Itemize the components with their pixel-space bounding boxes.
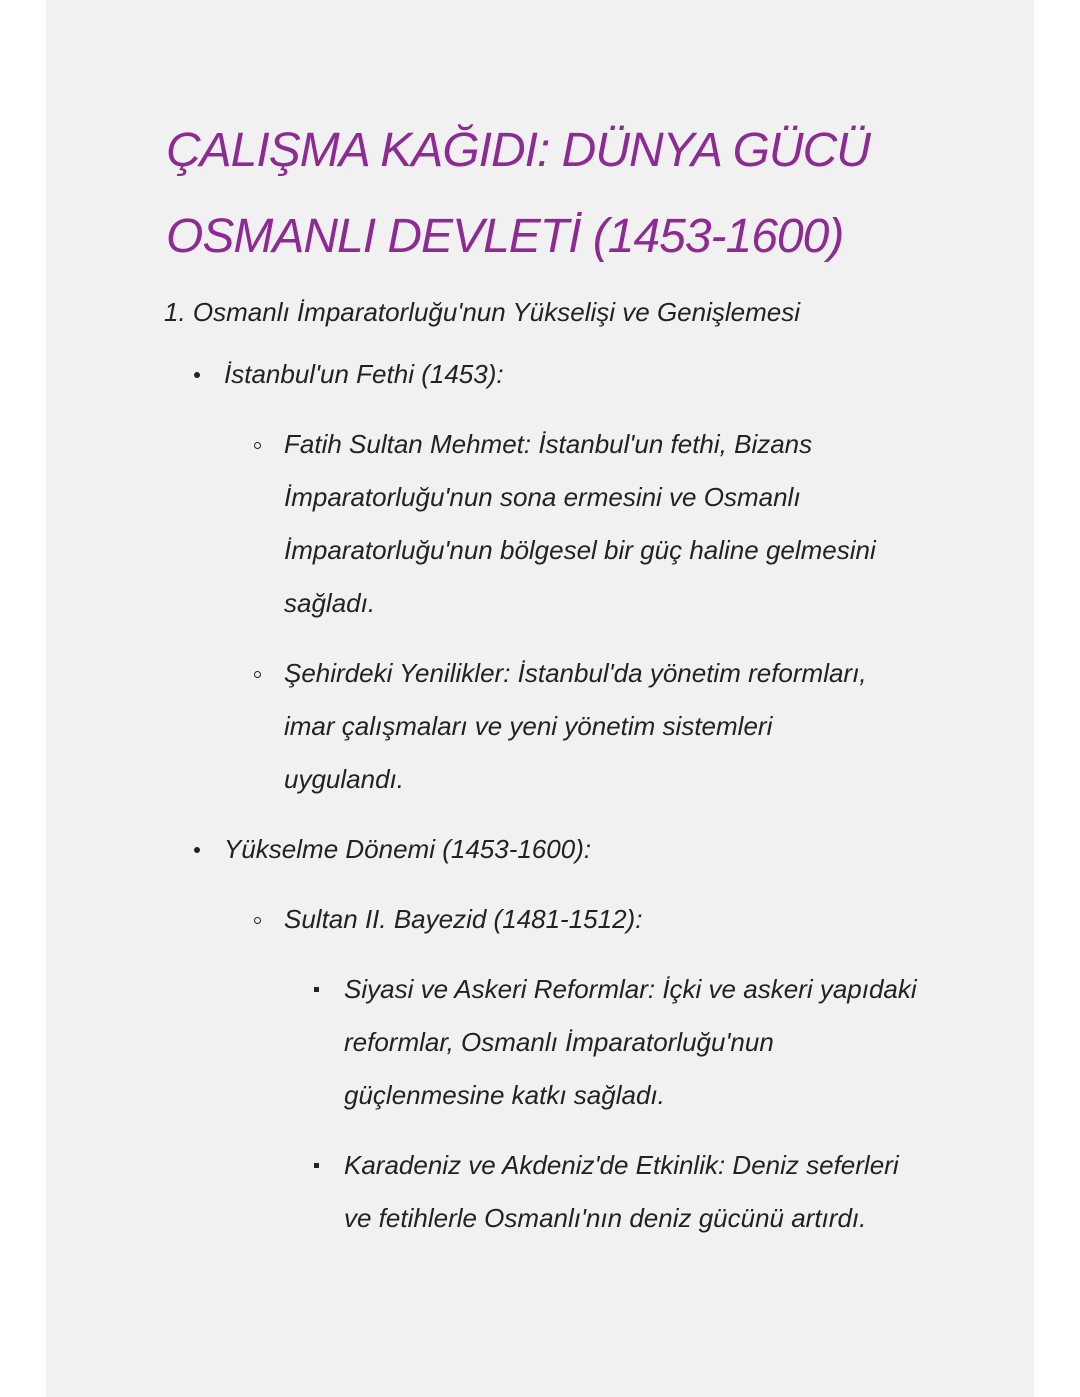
list-item-level2 xyxy=(284,647,884,806)
square-bullet-icon xyxy=(314,987,319,992)
circle-bullet-icon xyxy=(254,442,261,449)
page-title xyxy=(166,108,946,280)
list-item-level1 xyxy=(224,348,924,401)
list-item-level2 xyxy=(284,418,884,630)
section-heading: 1. Osmanlı İmparatorluğu'nun Yükselişi ve Genişlemesi xyxy=(164,297,800,327)
list-item-level3 xyxy=(344,963,924,1122)
bullet-icon xyxy=(194,372,200,378)
list-item-text: Karadeniz ve Akdeniz'de Etkinlik: Deniz seferleri ve fetihlerle Osmanlı'nın deniz gücünü artırdı. xyxy=(344,1150,899,1233)
list-item-text: Siyasi ve Askeri Reformlar: İçki ve askeri yapıdaki reformlar, Osmanlı İmparatorluğu'nun güçlenmesine katkı sağladı. xyxy=(344,974,917,1110)
document-content xyxy=(164,290,964,1262)
document-page xyxy=(46,0,1034,1397)
circle-bullet-icon xyxy=(254,671,261,678)
list-item-text: Fatih Sultan Mehmet: İstanbul'un fethi, Bizans İmparatorluğu'nun sona ermesini ve Osmanlı İmparatorluğu'nun bölgesel bir güç haline gelmesini sağladı. xyxy=(284,429,876,618)
list-item-level1 xyxy=(224,823,924,876)
list-item-text: Yükselme Dönemi (1453-1600): xyxy=(224,834,592,864)
bullet-icon xyxy=(194,847,200,853)
title-line-1: ÇALIŞMA KAĞIDI: DÜNYA GÜCÜ xyxy=(166,124,870,177)
list-item-level2 xyxy=(284,893,884,946)
square-bullet-icon xyxy=(314,1163,319,1168)
list-item-level3 xyxy=(344,1139,924,1245)
title-line-2: OSMANLI DEVLETİ (1453-1600) xyxy=(166,210,844,263)
list-item-text: İstanbul'un Fethi (1453): xyxy=(224,359,504,389)
list-item-text: Sultan II. Bayezid (1481-1512): xyxy=(284,904,643,934)
list-item-text: Şehirdeki Yenilikler: İstanbul'da yönetim reformları, imar çalışmaları ve yeni yönetim sistemleri uygulandı. xyxy=(284,658,867,794)
circle-bullet-icon xyxy=(254,917,261,924)
